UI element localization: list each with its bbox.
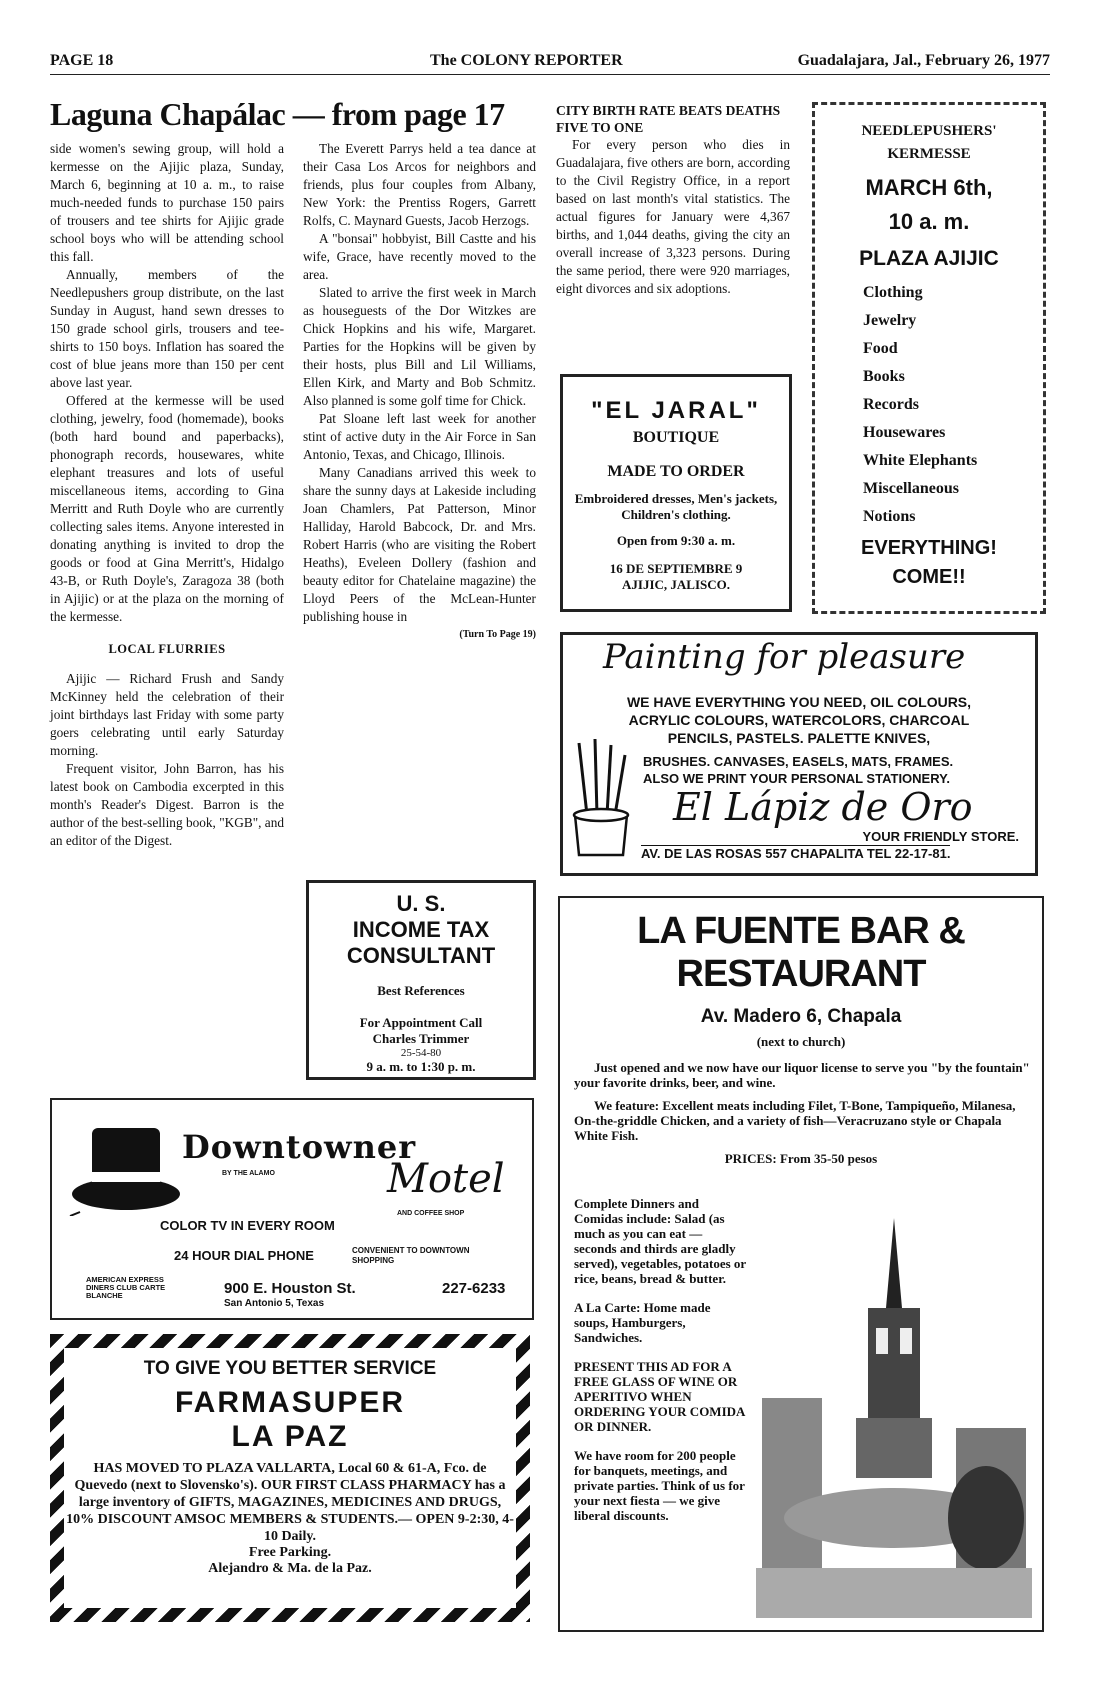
ad-paragraph: We feature: Excellent meats including Filet, T-Bone, Tampiqueño, Milanesa, On-the-griddle Chicken, and a variety of fish—Veracruzano style or Chapala White Fish.	[574, 1098, 1016, 1143]
paragraph: Ajijic — Richard Frush and Sandy McKinney held the celebration of their joint birthdays last Friday with some party goers celebrating until early Saturday morning.	[50, 671, 284, 758]
ad-phone: 25-54-80	[400, 1047, 442, 1059]
ad-title: LA FUENTE BAR &	[637, 910, 965, 952]
motel-tv: COLOR TV IN EVERY ROOM	[160, 1218, 335, 1233]
ad-title: NEEDLEPUSHERS'	[861, 123, 997, 139]
ad-paragraph: PRESENT THIS AD FOR A FREE GLASS OF WINE OR APERITIVO WHEN ORDERING YOUR COMIDA OR DINNER.	[574, 1359, 745, 1434]
farmasuper-ad	[50, 1334, 530, 1622]
list-item: Notions	[863, 508, 916, 525]
ad-name: Charles Trimmer	[372, 1031, 470, 1046]
paragraph: For every person who dies in Guadalajara, five others are born, according to the Civil Registry Office, in a report based on last month's vital statistics. The actual figures for January were 4,367 births, and 1,044 deaths, giving the city an overall increase of 3,323 persons. During the same period, there were 920 marriages, eight divorces and six adoptions.	[556, 137, 790, 296]
ad-body-2	[643, 753, 953, 787]
ad-hours: 9 a. m. to 1:30 p. m.	[366, 1059, 476, 1074]
ad-prices: PRICES: From 35-50 pesos	[724, 1151, 878, 1166]
ad-callout-2: COME!!	[892, 566, 966, 588]
article-title: CITY BIRTH RATE BEATS DEATHS FIVE TO ONE	[556, 103, 781, 135]
paragraph: The Everett Parrys held a tea dance at their Casa Los Arcos for neighbors and friends, plus four couples from Albany, New York: the Prentiss Rogers, Garrett Rolfs, C. Maynard Guests, Jacob Herzogs.	[303, 141, 536, 228]
ad-appointment: For Appointment Call	[359, 1015, 483, 1030]
list-item: Jewelry	[863, 312, 917, 329]
ad-paragraph: We have room for 200 people for banquets, meetings, and private parties. Think of us for your next fiesta — we give liberal discounts.	[574, 1448, 745, 1523]
ad-place: PLAZA AJIJIC	[859, 247, 999, 270]
motel-address: 900 E. Houston St.	[224, 1280, 356, 1297]
church-fountain-illustration	[756, 1218, 1032, 1618]
subheading: LOCAL FLURRIES	[108, 642, 226, 656]
motel-phone: 227-6233	[442, 1280, 506, 1297]
jump-line: (Turn To Page 19)	[459, 629, 536, 640]
painting-ad	[560, 632, 1038, 876]
ad-brand-script: El Lápiz de Oro	[673, 785, 973, 829]
item-list	[863, 279, 1043, 531]
motel-cards: AMERICAN EXPRESS DINERS CLUB CARTE BLANCHE	[86, 1275, 166, 1300]
ad-address: Av. Madero 6, Chapala	[700, 1006, 902, 1027]
needlepushers-ad	[812, 102, 1046, 614]
top-hat-icon	[66, 1116, 186, 1216]
ad-made-to-order: MADE TO ORDER	[607, 463, 745, 480]
tax-consultant-ad	[306, 880, 536, 1080]
ad-subtitle: BOUTIQUE	[632, 429, 720, 446]
ad-line: WE HAVE EVERYTHING YOU NEED, OIL COLOURS,	[626, 694, 972, 710]
ad-script-title: Painting for pleasure	[603, 637, 966, 677]
ad-paragraph: Just opened and we now have our liquor license to serve you "by the fountain" your favorite drinks, beer, and wine.	[574, 1060, 1030, 1090]
paper-name: The COLONY REPORTER	[430, 52, 623, 69]
ad-address: AV. DE LAS ROSAS 557 CHAPALITA TEL 22-17-81.	[641, 846, 951, 861]
ad-body: HAS MOVED TO PLAZA VALLARTA, Local 60 & 61-A, Fco. de Quevedo (next to Slovensko's). OUR FIRST CLASS PHARMACY has a large inventory of GIFTS, MAGAZINES, MEDICINES AND DRUGS, 10% DISCOUNT AMSOC MEMBERS & STUDENTS.— OPEN 9-2:30, 4-10 Daily.	[66, 1461, 514, 1544]
ad-description: Embroidered dresses, Men's jackets, Children's clothing.	[574, 491, 778, 522]
motel-phone24: 24 HOUR DIAL PHONE	[174, 1248, 314, 1263]
ad-owners: Alejandro & Ma. de la Paz.	[208, 1561, 372, 1576]
ad-brand-2: LA PAZ	[231, 1420, 349, 1453]
ad-address: 16 DE SEPTIEMBRE 9	[609, 561, 743, 576]
ad-line: ALSO WE PRINT YOUR PERSONAL STATIONERY.	[643, 771, 950, 786]
ad-parking: Free Parking.	[248, 1545, 332, 1560]
dateline: Guadalajara, Jal., February 26, 1977	[797, 52, 1050, 69]
ad-callout: EVERYTHING!	[861, 537, 997, 559]
list-item: White Elephants	[863, 452, 978, 469]
paragraph: Offered at the kermesse will be used clothing, jewelry, food (homemade), books (both hard bound and paperbacks), phonograph records, housewares, white elephant treasures and lots of useful miscellaneous items, according to Gina Merritt and Ruth Doyle who are currently collecting sales items. Anyone interested in donating anything is invited to drop the goods or food at Gina Merritt's, Hidalgo 43-B, or Ruth Doyle's, Zaragoza 38 (both in Ajijic) or at the plaza on the morning of the kermesse.	[50, 393, 284, 624]
ad-next-to: (next to church)	[756, 1034, 846, 1049]
ad-brand: "EL JARAL"	[591, 397, 761, 424]
motel-name: Downtowner	[182, 1128, 417, 1166]
ad-left-column	[574, 1196, 746, 1523]
paragraph: Many Canadians arrived this week to share the sunny days at Lakeside including Joan Chamlers, Pat Patterson, Minor Halliday, Harold Babcock, Dr. and Mrs. Robert Harris (who are visiting the Robert Heaths), Eveleen Dollery (fashion and beauty editor for Chatelaine magazine) the Lloyd Peers of the McLean-Hunter publishing house in	[303, 465, 536, 624]
motel-by: BY THE ALAMO	[222, 1170, 275, 1177]
ad-top-line: TO GIVE YOU BETTER SERVICE	[143, 1358, 437, 1379]
la-fuente-ad	[558, 896, 1044, 1632]
paragraph: side women's sewing group, will hold a kermesse on the Ajijic plaza, Sunday, March 6, beginning at 10 a. m., to raise much-needed funds to purchase 150 pairs of trousers and tee shirts for Ajijic grade school boys who will be attending school this fall.	[50, 141, 284, 264]
paragraph: Annually, members of the Needlepushers group distribute, on the last Sunday in August, hand sewn dresses to 150 grade school girls, trousers and tee-shirts to 150 boys. Inflation has soared the cost of blue jeans more than 150 per cent above last year.	[50, 267, 284, 390]
ad-hours: Open from 9:30 a. m.	[616, 533, 736, 548]
ad-date: MARCH 6th,	[865, 175, 993, 200]
el-jaral-ad	[560, 374, 792, 612]
list-item: Records	[863, 396, 919, 413]
ad-line: CONSULTANT	[346, 943, 496, 968]
paragraph: Pat Sloane left last week for another stint of active duty in the Air Force in San Antonio, Texas, and Chicago, Illinois.	[303, 411, 536, 462]
paragraph: Slated to arrive the first week in March as houseguests of the Dor Witzkes are Chick Hopkins and his wife, Margaret. Parties for the Hopkins will be given by their hosts, plus Bill and Lil Williams, Ellen Kirk, and Marty and Bob Schmitz. Also planned is some golf time for Chick.	[303, 285, 536, 408]
page-headline: Laguna Chapálac — from page 17	[50, 96, 505, 132]
ad-body	[569, 693, 1029, 747]
brush-jar-icon	[567, 735, 637, 865]
ad-line: ACRYLIC COLOURS, WATERCOLORS, CHARCOAL	[628, 712, 970, 728]
ad-title-2: RESTAURANT	[676, 953, 926, 995]
masthead	[50, 48, 1050, 75]
article-column-1	[50, 140, 284, 850]
ad-line: U. S.	[396, 891, 446, 916]
ad-line: BRUSHES. CANVASES, EASELS, MATS, FRAMES.	[643, 754, 954, 769]
paragraph: A "bonsai" hobbyist, Bill Castte and his wife, Grace, have recently moved to the area.	[303, 231, 536, 282]
list-item: Clothing	[863, 284, 923, 301]
ad-references: Best References	[377, 983, 465, 998]
list-item: Books	[863, 368, 905, 385]
motel-ad	[50, 1098, 534, 1320]
list-item: Food	[863, 340, 898, 357]
ad-paragraph: A La Carte: Home made soups, Hamburgers, Sandwiches.	[574, 1300, 711, 1345]
ad-paragraph: Complete Dinners and Comidas include: Salad (as much as you can eat — seconds and thirds are gladly served), vegetables, potatoes or rice, beans, bread & butter.	[574, 1196, 746, 1286]
motel-convenient: CONVENIENT TO DOWNTOWN SHOPPING	[352, 1246, 470, 1265]
motel-script: Motel	[387, 1156, 505, 1202]
ad-brand: FARMASUPER	[174, 1386, 405, 1419]
ad-line: PENCILS, PASTELS. PALETTE KNIVES,	[667, 730, 931, 746]
ad-tagline: YOUR FRIENDLY STORE.	[862, 829, 1019, 844]
motel-coffee: AND COFFEE SHOP	[397, 1210, 465, 1217]
motel-city: San Antonio 5, Texas	[224, 1298, 325, 1309]
paragraph: Frequent visitor, John Barron, has his latest book on Cambodia excerpted in this month's Reader's Digest. Barron is the author of the best-selling book, "KGB", and an editor of the Digest.	[50, 761, 284, 848]
birthrate-article	[556, 102, 790, 298]
list-item: Miscellaneous	[863, 480, 959, 497]
ad-title-2: KERMESSE	[887, 146, 971, 162]
ad-line: INCOME TAX	[352, 917, 490, 942]
ad-city: AJIJIC, JALISCO.	[622, 577, 730, 592]
article-column-2	[303, 140, 536, 644]
page-number: PAGE 18	[50, 52, 114, 69]
list-item: Housewares	[863, 424, 946, 441]
ad-time: 10 a. m.	[888, 209, 970, 234]
ad-inner	[64, 1348, 516, 1608]
